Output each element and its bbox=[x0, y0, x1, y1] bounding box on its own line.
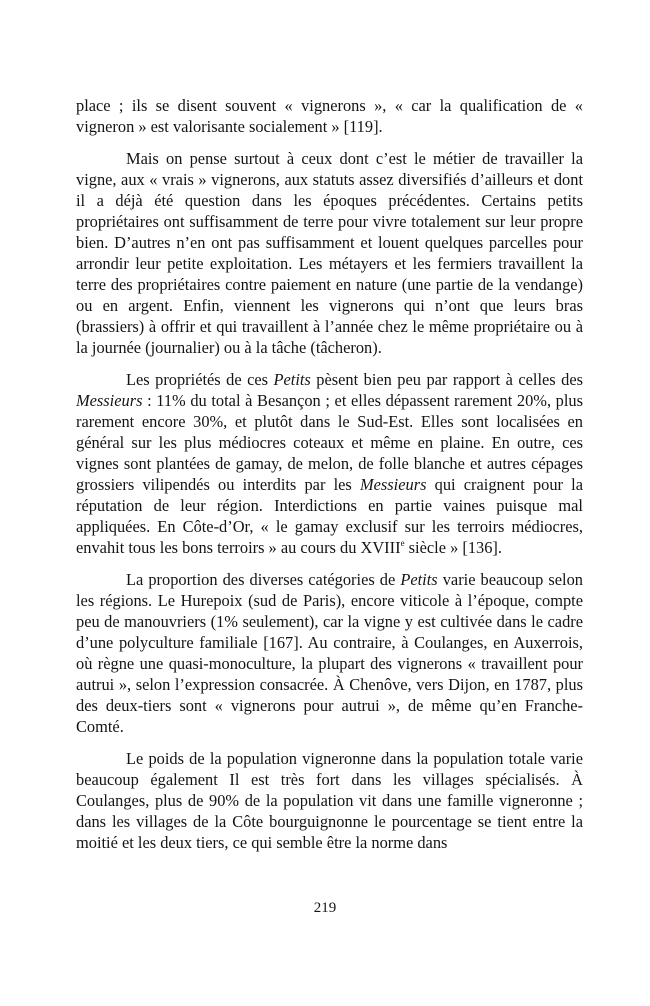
text-run: qui craignent pour la réputation de leur région. Interdictions en partie vaines puisque mal appliquées. En Côte-d’Or, « le gamay exclusif sur les terroirs médiocres, envahit tous les bons terroirs » au cours du XVIII bbox=[76, 475, 583, 557]
paragraph-poids-population bbox=[76, 748, 583, 853]
text-run: place ; ils se disent souvent « vignerons », « car la qualification de « vigneron » est valorisante socialement » [119]. bbox=[76, 96, 583, 136]
paragraph-continuation bbox=[76, 95, 583, 137]
italic-term: Messieurs bbox=[360, 475, 427, 494]
text-run: Le poids de la population vigneronne dans la population totale varie beaucoup également Il est très fort dans les villages spécialisés. À Coulanges, plus de 90% de la population vit dans une famille vigneronne ; dans les villages de la Côte bourguignonne le pourcentage se tient entre la moitié et les deux tiers, ce qui semble être la norme dans bbox=[76, 749, 583, 852]
page-body bbox=[76, 95, 583, 864]
page-number: 219 bbox=[313, 900, 337, 916]
text-run: : 11% du total à Besançon ; et elles dépassent rarement 20%, plus rarement encore 30%, et plutôt dans le Sud-Est. Elles sont localisées en général sur les plus médiocres coteaux et même en plaine. En outre, ces vignes sont plantées de gamay, de melon, de folle blanche et autres cépages grossiers vilipendés ou interdits par les bbox=[76, 391, 583, 494]
text-run: siècle » [136]. bbox=[404, 538, 502, 557]
paragraph-proportion-categories bbox=[76, 569, 583, 737]
text-run: La proportion des diverses catégories de bbox=[126, 570, 401, 589]
text-run: Les propriétés de ces bbox=[126, 370, 274, 389]
paragraph-proprietes-petits bbox=[76, 369, 583, 558]
text-run: pèsent bien peu par rapport à celles des bbox=[310, 370, 584, 389]
text-run: Mais on pense surtout à ceux dont c’est le métier de travailler la vigne, aux « vrais » vignerons, aux statuts assez diversifiés d’ailleurs et dont il a déjà été question dans les époques précédentes. Certains petits propriétaires ont suffisamment de terre pour vivre totalement sur leur propre bien. D’autres n’en ont pas suffisamment et louent quelques parcelles pour arrondir leur petite exploitation. Les métayers et les fermiers travaillent la terre des propriétaires contre paiement en nature (une partie de la vendange) ou en argent. Enfin, viennent les vignerons qui n’ont que leurs bras (brassiers) à offrir et qui travaillent à l’année chez le même propriétaire ou à la journée (journalier) ou à la tâche (tâcheron). bbox=[76, 149, 583, 357]
paragraph-vignerons-statuts bbox=[76, 148, 583, 358]
italic-term: Petits bbox=[273, 370, 311, 389]
superscript: e bbox=[400, 538, 405, 548]
italic-term: Messieurs bbox=[76, 391, 143, 410]
text-run: varie beaucoup selon les régions. Le Hurepoix (sud de Paris), encore viticole à l’époque, compte peu de manouvriers (1% seulement), car la vigne y est cultivée dans le cadre d’une polyculture familiale [167]. Au contraire, à Coulanges, en Auxerrois, où règne une quasi-monoculture, la plupart des vignerons « travaillent pour autrui », selon l’expression consacrée. À Chenôve, vers Dijon, en 1787, plus des deux-tiers sont « vignerons pour autrui », de même qu’en Franche-Comté. bbox=[76, 570, 583, 736]
italic-term: Petits bbox=[400, 570, 438, 589]
